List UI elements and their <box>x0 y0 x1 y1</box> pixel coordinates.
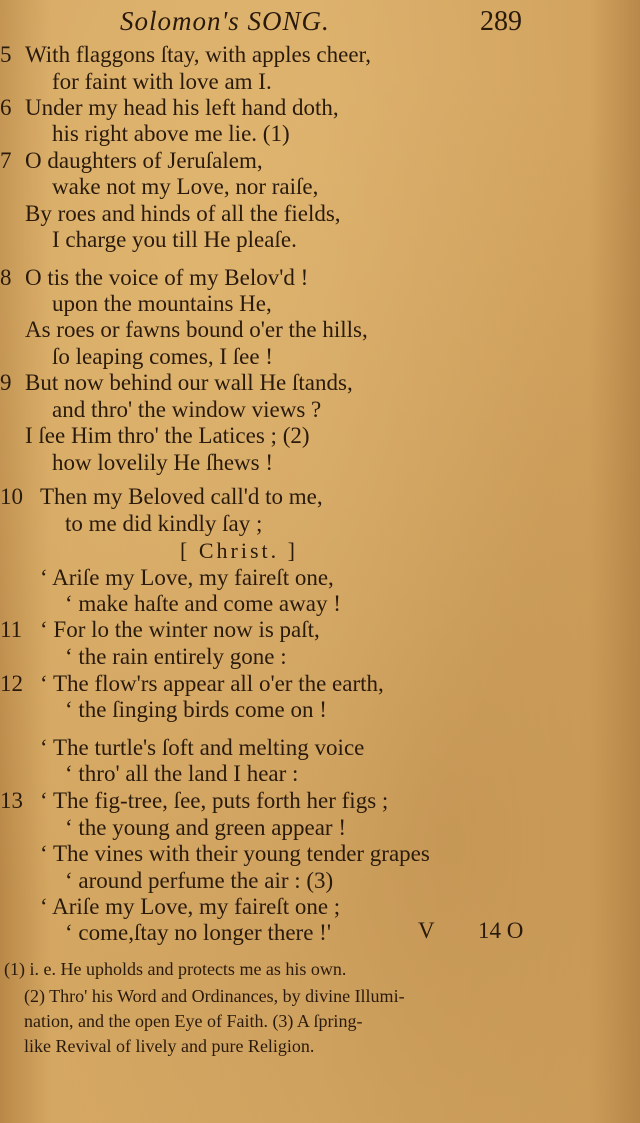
verse-line: Under my head his left hand doth, <box>25 95 339 120</box>
verse-line: As roes or fawns bound o'er the hills, <box>25 317 368 342</box>
verse-line: ‘ The fig-tree, ſee, puts forth her figs ; <box>40 788 389 813</box>
verse-line: ‘ thro' all the land I hear : <box>65 761 299 786</box>
verse-line: ‘ The vines with their young tender grapes <box>40 841 430 866</box>
signature-mark: V <box>418 918 435 943</box>
verse-line: Then my Beloved call'd to me, <box>40 484 323 509</box>
verse-line: ‘ come,ſtay no longer there !' <box>65 920 331 945</box>
verse-number: 5 <box>0 42 12 67</box>
footnote-line: (1) i. e. He upholds and protects me as his own. <box>4 959 347 979</box>
catchword: 14 O <box>478 918 524 943</box>
verse-line: ‘ the young and green appear ! <box>65 815 346 840</box>
page-number: 289 <box>480 6 522 37</box>
verse-number: 13 <box>0 788 23 813</box>
verse-line: ſo leaping comes, I ſee ! <box>52 344 273 369</box>
verse-line: With flaggons ſtay, with apples cheer, <box>25 42 372 67</box>
verse-line: ‘ Ariſe my Love, my faireſt one, <box>40 565 334 590</box>
footnote-line: like Revival of lively and pure Religion. <box>24 1036 315 1056</box>
verse-line: ‘ For lo the winter now is paſt, <box>40 617 320 642</box>
verse-line: ‘ make haſte and come away ! <box>65 591 341 616</box>
verse-line: O tis the voice of my Belov'd ! <box>25 265 309 290</box>
verse-line: ‘ The flow'rs appear all o'er the earth, <box>40 671 384 696</box>
running-head: Solomon's SONG. <box>120 6 330 36</box>
verse-number: 10 <box>0 484 23 509</box>
verse-number: 6 <box>0 95 12 120</box>
verse-number: 8 <box>0 265 12 290</box>
verse-number: 7 <box>0 148 12 173</box>
verse-number: 9 <box>0 370 12 395</box>
verse-line: wake not my Love, nor raiſe, <box>52 174 319 199</box>
verse-line: upon the mountains He, <box>52 291 272 316</box>
verse-line: By roes and hinds of all the fields, <box>25 201 341 226</box>
verse-line: how lovelily He ſhews ! <box>52 450 274 475</box>
footnote-line: (2) Thro' his Word and Ordinances, by divine Illumi- <box>24 986 405 1006</box>
verse-line: O daughters of Jeruſalem, <box>25 148 263 173</box>
verse-number: 12 <box>0 671 23 696</box>
verse-line: his right above me lie. (1) <box>52 121 290 146</box>
page-header <box>0 6 640 42</box>
verse-line: ‘ The turtle's ſoft and melting voice <box>40 735 365 760</box>
verse-line: ‘ the rain entirely gone : <box>65 644 287 669</box>
verse-line: ‘ around perfume the air : (3) <box>65 868 334 893</box>
verse-number: 11 <box>0 617 23 642</box>
verse-line: I ſee Him thro' the Latices ; (2) <box>25 423 310 448</box>
verse-line: ‘ the ſinging birds come on ! <box>65 697 327 722</box>
verse-line: to me did kindly ſay ; <box>65 511 263 536</box>
verse-line: and thro' the window views ? <box>52 397 322 422</box>
speaker-heading: [ Christ. ] <box>180 538 298 563</box>
verse-line: ‘ Ariſe my Love, my faireſt one ; <box>40 894 341 919</box>
footnote-line: nation, and the open Eye of Faith. (3) A ſpring- <box>24 1011 363 1031</box>
verse-line: But now behind our wall He ſtands, <box>25 370 353 395</box>
verse-line: for faint with love am I. <box>52 69 272 94</box>
verse-line: I charge you till He pleaſe. <box>52 227 297 252</box>
